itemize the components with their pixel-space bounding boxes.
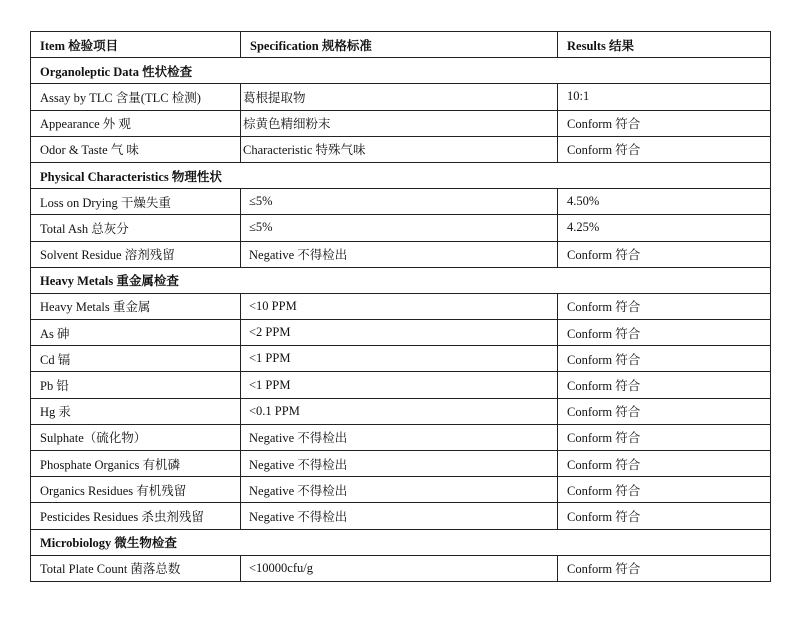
section-row-physical xyxy=(31,162,771,188)
item-cell: Solvent Residue 溶剂残留 xyxy=(31,241,241,267)
section-title: Organoleptic Data 性状检查 xyxy=(31,58,771,84)
table-row xyxy=(31,503,771,529)
spec-cell: <1 PPM xyxy=(241,346,558,372)
table-row xyxy=(31,372,771,398)
spec-cell: Negative 不得检出 xyxy=(241,241,558,267)
spec-cell: ≤5% xyxy=(241,189,558,215)
table-row xyxy=(31,451,771,477)
item-cell: As 砷 xyxy=(31,320,241,346)
table-row xyxy=(31,555,771,581)
result-cell: Conform 符合 xyxy=(558,477,771,503)
result-cell: 4.25% xyxy=(558,215,771,241)
item-cell: Cd 镉 xyxy=(31,346,241,372)
spec-cell: <10000cfu/g xyxy=(241,555,558,581)
table-row xyxy=(31,215,771,241)
result-cell: Conform 符合 xyxy=(558,136,771,162)
spec-cell: Negative 不得检出 xyxy=(241,424,558,450)
item-cell: Hg 汞 xyxy=(31,398,241,424)
section-title: Heavy Metals 重金属检查 xyxy=(31,267,771,293)
table-header-row xyxy=(31,32,771,58)
item-cell: Sulphate（硫化物） xyxy=(31,424,241,450)
item-cell: Phosphate Organics 有机磷 xyxy=(31,451,241,477)
item-cell: Pesticides Residues 杀虫剂残留 xyxy=(31,503,241,529)
item-cell: Assay by TLC 含量(TLC 检测) xyxy=(31,84,241,110)
spec-cell: <2 PPM xyxy=(241,320,558,346)
result-cell: Conform 符合 xyxy=(558,372,771,398)
spec-cell: <1 PPM xyxy=(241,372,558,398)
result-cell: Conform 符合 xyxy=(558,110,771,136)
item-cell: Appearance 外 观 xyxy=(31,110,241,136)
header-results: Results 结果 xyxy=(558,32,771,58)
table-row xyxy=(31,424,771,450)
header-item: Item 检验项目 xyxy=(31,32,241,58)
spec-cell: <10 PPM xyxy=(241,293,558,319)
spec-cell: ≤5% xyxy=(241,215,558,241)
item-cell: Total Plate Count 菌落总数 xyxy=(31,555,241,581)
result-cell: Conform 符合 xyxy=(558,555,771,581)
result-cell: Conform 符合 xyxy=(558,424,771,450)
table-row xyxy=(31,293,771,319)
header-specification: Specification 规格标准 xyxy=(241,32,558,58)
table-row xyxy=(31,398,771,424)
specification-table xyxy=(30,31,771,582)
table-row xyxy=(31,241,771,267)
result-cell: Conform 符合 xyxy=(558,503,771,529)
specification-sheet xyxy=(30,31,770,582)
table-row xyxy=(31,136,771,162)
item-cell: Total Ash 总灰分 xyxy=(31,215,241,241)
section-title: Microbiology 微生物检查 xyxy=(31,529,771,555)
item-cell: Heavy Metals 重金属 xyxy=(31,293,241,319)
spec-cell: Negative 不得检出 xyxy=(241,451,558,477)
result-cell: Conform 符合 xyxy=(558,320,771,346)
table-row xyxy=(31,84,771,110)
item-cell: Pb 铅 xyxy=(31,372,241,398)
section-row-heavy-metals xyxy=(31,267,771,293)
spec-cell: Negative 不得检出 xyxy=(241,503,558,529)
spec-cell: 葛根提取物 xyxy=(241,84,558,110)
table-row xyxy=(31,346,771,372)
table-row xyxy=(31,477,771,503)
result-cell: 4.50% xyxy=(558,189,771,215)
spec-cell: Characteristic 特殊气味 xyxy=(241,136,558,162)
item-cell: Organics Residues 有机残留 xyxy=(31,477,241,503)
section-row-organoleptic xyxy=(31,58,771,84)
section-title: Physical Characteristics 物理性状 xyxy=(31,162,771,188)
table-row xyxy=(31,189,771,215)
result-cell: Conform 符合 xyxy=(558,293,771,319)
spec-cell: Negative 不得检出 xyxy=(241,477,558,503)
result-cell: Conform 符合 xyxy=(558,346,771,372)
section-row-microbiology xyxy=(31,529,771,555)
item-cell: Odor & Taste 气 味 xyxy=(31,136,241,162)
result-cell: Conform 符合 xyxy=(558,451,771,477)
item-cell: Loss on Drying 干燥失重 xyxy=(31,189,241,215)
result-cell: Conform 符合 xyxy=(558,241,771,267)
spec-cell: 棕黄色精细粉末 xyxy=(241,110,558,136)
result-cell: Conform 符合 xyxy=(558,398,771,424)
result-cell: 10:1 xyxy=(558,84,771,110)
spec-cell: <0.1 PPM xyxy=(241,398,558,424)
table-row xyxy=(31,110,771,136)
table-row xyxy=(31,320,771,346)
